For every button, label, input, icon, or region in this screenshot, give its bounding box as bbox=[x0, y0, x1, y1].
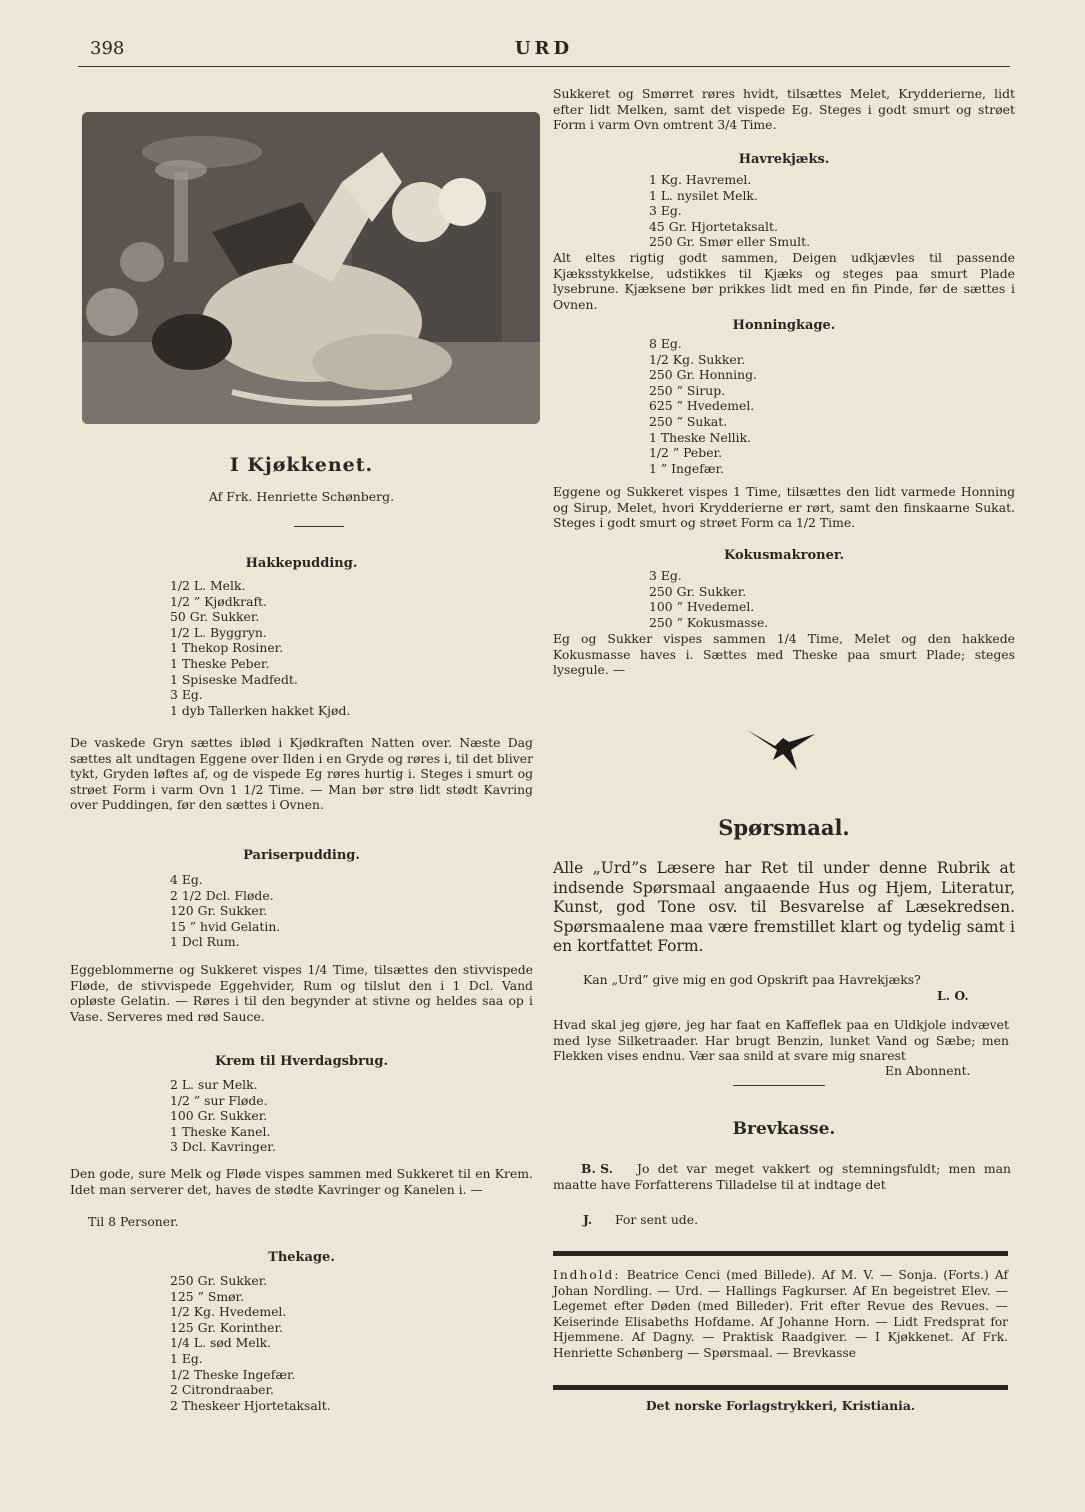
divider bbox=[294, 526, 344, 527]
list-item: 250 ” Sukat. bbox=[649, 413, 728, 429]
recipe-method-thekage: Sukkeret og Smørret røres hvidt, tilsættes Melet, Krydderierne, lidt efter lidt Melken, samt det vispede Eg. Steges i godt smurt og strøet Form i varm Ovn omtrent 3/4 Time. bbox=[553, 86, 1015, 133]
recipe-method-krem: Den gode, sure Melk og Fløde vispes sammen med Sukkeret til en Krem. Idet man serverer det, haves de stødte Kavringer og Kanelen i. — bbox=[70, 1166, 533, 1197]
recipe-method-pariserpudding: Eggeblommerne og Sukkeret vispes 1/4 Time, tilsættes den stivvispede Fløde, de stivvispede Eggehvider, Rum og tilslut den i 1 Dcl. Vand opløste Gelatin. — Røres i til den begynder at stivne og heldes saa op i Vase. Serveres med rød Sauce. bbox=[70, 962, 533, 1024]
ingredient-list-honningkage bbox=[649, 336, 757, 476]
answer-1-text: Jo det var meget vakkert og stemningsfuldt; men man maatte have Forfatterens Tilladelse til at indtage det bbox=[553, 1161, 1011, 1192]
list-item: 3 Dcl. Kavringer. bbox=[170, 1139, 276, 1155]
swallow-ornament-icon bbox=[745, 724, 817, 774]
list-item: 1 Theske Peber. bbox=[170, 655, 270, 671]
question-1: Kan „Urd” give mig en god Opskrift paa Havrekjæks? bbox=[583, 972, 921, 987]
list-item: 120 Gr. Sukker. bbox=[170, 903, 268, 919]
list-item: 45 Gr. Hjortetaksalt. bbox=[649, 218, 778, 234]
list-item: 125 ” Smør. bbox=[170, 1288, 245, 1304]
list-item: 3 Eg. bbox=[649, 203, 682, 219]
recipe-method-havrekjaeks: Alt eltes rigtig godt sammen, Deigen udkjævles til passende Kjæksstykkelse, udstikkes til Kjæks og steges paa smurt Plade lysebrune. Kjæksene bør prikkes lidt med en fin Pinde, før de sættes i Ovnen. bbox=[553, 250, 1015, 312]
list-item: 250 ” Sirup. bbox=[649, 382, 726, 398]
toc-label: Indhold: bbox=[553, 1268, 621, 1282]
list-item: 1/2 Kg. Sukker. bbox=[649, 351, 746, 367]
divider bbox=[733, 1085, 825, 1086]
recipe-serves-krem: Til 8 Personer. bbox=[88, 1214, 179, 1229]
list-item: 50 Gr. Sukker. bbox=[170, 609, 260, 625]
list-item: 1/2 Kg. Hvedemel. bbox=[170, 1304, 287, 1320]
list-item: 250 ” Kokusmasse. bbox=[649, 614, 769, 630]
thick-rule bbox=[553, 1385, 1008, 1390]
recipe-method-kokusmakroner: Eg og Sukker vispes sammen 1/4 Time, Melet og den hakkede Kokusmasse haves i. Sættes med Theske paa smurt Plade; steges lysegule. — bbox=[553, 631, 1015, 678]
answer-1-label: B. S. bbox=[581, 1161, 613, 1176]
recipe-title-kokusmakroner: Kokusmakroner. bbox=[723, 548, 845, 563]
list-item: 250 Gr. Smør eller Smult. bbox=[649, 234, 811, 250]
list-item: 1 Kg. Havremel. bbox=[649, 172, 752, 187]
recipe-method-hakkepudding: De vaskede Gryn sættes iblød i Kjødkraften Natten over. Næste Dag sættes alt undtagen Eggene over Ilden i en Gryde og røres i, til det bliver tykt, Gryden løftes af, og de vispede Eg røres hurtig i. Steges i smurt og strøet Form i varm Ovn 1 1/2 Time. — Man bør strø lidt stødt Kavring over Puddingen, før den sættes i Ovnen. bbox=[70, 735, 533, 813]
list-item: 625 ” Hvedemel. bbox=[649, 398, 755, 414]
list-item: 2 L. sur Melk. bbox=[170, 1077, 258, 1092]
journal-title: URD bbox=[514, 38, 574, 59]
toc-text: Beatrice Cenci (med Billede). Af M. V. — Sonja. (Forts.) Af Johan Nordling. — Urd. — Hallings Fagkurser. Af En begeistret Elev. — Legemet efter Døden (med Billeder). Frit efter Revue des Revues. — Keiserinde Elisabeths Hofdame. Af Johanne Horn. — Lidt Fredsprat for Hjemmene. Af Dagny. — Praktisk Raadgiver. — I Kjøkkenet. Af Frk. Henriette Schønberg — Spørsmaal. — Brevkasse bbox=[553, 1268, 1009, 1360]
byline: Af Frk. Henriette Schønberg. bbox=[208, 489, 395, 504]
list-item: 1/2 L. Melk. bbox=[170, 578, 246, 593]
list-item: 1 Dcl Rum. bbox=[170, 934, 240, 950]
list-item: 3 Eg. bbox=[170, 687, 203, 703]
list-item: 1 L. nysilet Melk. bbox=[649, 187, 758, 203]
page-header bbox=[78, 38, 1010, 67]
recipe-title-havrekjaeks: Havrekjæks. bbox=[738, 152, 830, 167]
list-item: 100 Gr. Sukker. bbox=[170, 1108, 268, 1124]
list-item: 1 ” Ingefær. bbox=[649, 460, 724, 476]
list-item: 1 Thekop Rosiner. bbox=[170, 640, 284, 656]
recipe-method-honningkage: Eggene og Sukkeret vispes 1 Time, tilsættes den lidt varmede Honning og Sirup, Melet, hvori Krydderierne er rørt, samt den finskaarne Sukat. Steges i godt smurt og strøet Form ca 1/2 Time. bbox=[553, 484, 1015, 531]
sporsmaal-intro: Alle „Urd”s Læsere har Ret til under denne Rubrik at indsende Spørsmaal angaaende Hus og Hjem, Literatur, Kunst, god Tone osv. til Besvarelse af Læsekredsen. Spørsmaalene maa være fremstillet klart og tydelig samt i en kortfattet Form. bbox=[553, 859, 1015, 956]
list-item: 1 dyb Tallerken hakket Kjød. bbox=[170, 702, 351, 718]
list-item: 2 Theskeer Hjortetaksalt. bbox=[170, 1397, 331, 1413]
question-2-signature: En Abonnent. bbox=[885, 1063, 971, 1078]
section-title: I Kjøkkenet. bbox=[229, 454, 374, 476]
thick-rule bbox=[553, 1251, 1008, 1256]
answer-2-label: J. bbox=[583, 1212, 593, 1227]
recipe-title-hakkepudding: Hakkepudding. bbox=[245, 556, 358, 571]
question-2: Hvad skal jeg gjøre, jeg har faat en Kaffeflek paa en Uldkjole indvævet med lyse Silketraader. Har brugt Benzin, lunket Vand og Sæbe; men Flekken vises endnu. Vær saa snild at svare mig snarest bbox=[553, 1017, 1009, 1064]
ingredient-list-pariserpudding bbox=[170, 872, 280, 950]
page-number: 398 bbox=[90, 38, 125, 59]
ingredient-list-hakkepudding bbox=[170, 578, 350, 718]
list-item: 1/2 Theske Ingefær. bbox=[170, 1366, 296, 1382]
recipe-title-honningkage: Honningkage. bbox=[732, 318, 836, 333]
recipe-title-krem: Krem til Hverdagsbrug. bbox=[215, 1054, 388, 1069]
recipe-title-pariserpudding: Pariserpudding. bbox=[243, 848, 360, 863]
list-item: 4 Eg. bbox=[170, 872, 203, 887]
question-1-signature: L. O. bbox=[937, 988, 969, 1003]
ingredient-list-krem bbox=[170, 1077, 276, 1155]
ingredient-list-havrekjaeks bbox=[649, 172, 810, 250]
list-item: 1 Theske Nellik. bbox=[649, 429, 752, 445]
ingredient-list-kokusmakroner bbox=[649, 568, 768, 630]
list-item: 125 Gr. Korinther. bbox=[170, 1319, 283, 1335]
still-life-illustration bbox=[82, 112, 540, 424]
list-item: 250 Gr. Honning. bbox=[649, 367, 757, 383]
ingredient-list-thekage bbox=[170, 1273, 331, 1413]
list-item: 2 1/2 Dcl. Fløde. bbox=[170, 887, 274, 903]
brevkasse-title: Brevkasse. bbox=[732, 1119, 836, 1139]
list-item: 1/2 L. Byggryn. bbox=[170, 624, 267, 640]
list-item: 100 ” Hvedemel. bbox=[649, 599, 755, 615]
list-item: 1 Eg. bbox=[170, 1350, 203, 1366]
list-item: 1/4 L. sød Melk. bbox=[170, 1335, 272, 1351]
list-item: 250 Gr. Sukker. bbox=[170, 1273, 268, 1288]
list-item: 1/2 ” Peber. bbox=[649, 445, 723, 461]
printer-imprint: Det norske Forlagstrykkeri, Kristiania. bbox=[645, 1398, 916, 1413]
list-item: 1 Theske Kanel. bbox=[170, 1123, 271, 1139]
list-item: 250 Gr. Sukker. bbox=[649, 583, 747, 599]
sporsmaal-title: Spørsmaal. bbox=[718, 815, 850, 840]
table-of-contents bbox=[553, 1268, 1008, 1362]
list-item: 3 Eg. bbox=[649, 568, 682, 583]
list-item: 2 Citrondraaber. bbox=[170, 1382, 275, 1398]
list-item: 1/2 ” Kjødkraft. bbox=[170, 593, 267, 609]
list-item: 15 ” hvid Gelatin. bbox=[170, 918, 281, 934]
answer-2-text: For sent ude. bbox=[615, 1212, 699, 1227]
list-item: 1 Spiseske Madfedt. bbox=[170, 671, 298, 687]
list-item: 8 Eg. bbox=[649, 336, 682, 351]
recipe-title-thekage: Thekage. bbox=[268, 1250, 335, 1265]
list-item: 1/2 ” sur Fløde. bbox=[170, 1092, 268, 1108]
